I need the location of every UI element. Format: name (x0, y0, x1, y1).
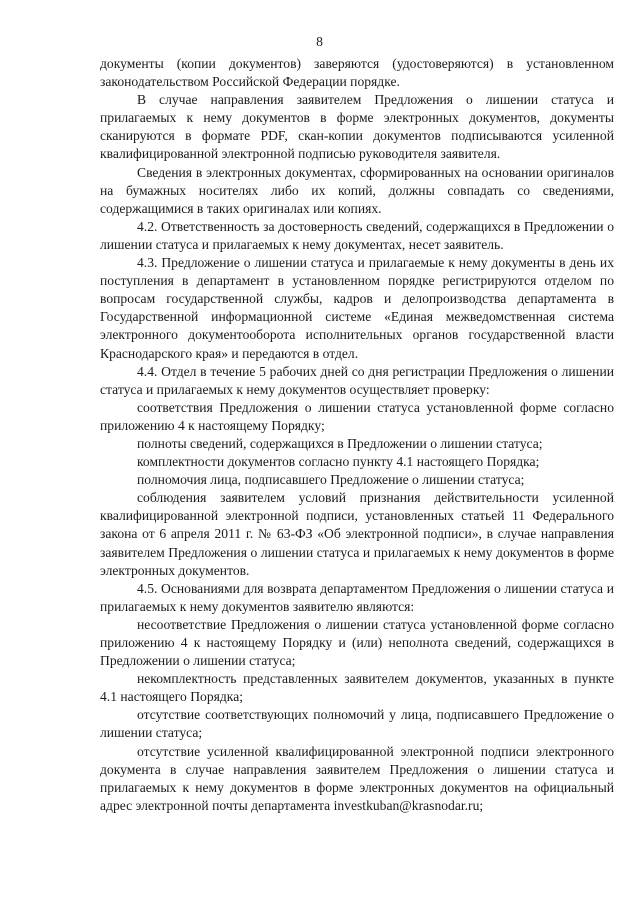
document-body (100, 55, 614, 815)
check-item: соблюдения заявителем условий признания действительности усиленной квалифицированной электронной подписи, установленных статьей 11 Федерального закона от 6 апреля 2011 г. № 63-ФЗ «Об электронной подписи», в случае направления заявителем Предложения о лишении статуса и прилагаемых к нему документов в форме электронных документов. (100, 490, 614, 578)
check-item: полномочия лица, подписавшего Предложение о лишении статуса; (137, 472, 525, 488)
paragraph-4-3: 4.3. Предложение о лишении статуса и прилагаемые к нему документы в день их поступления в департамент в установленном порядке регистрируются отделом по вопросам государственной службы, кадров и делопроизводства департамента в Государственной информационной системе «Единая межведомственная система электронного документооборота исполнительных органов государственной власти Краснодарского края» и передаются в отдел. (100, 255, 614, 361)
paragraph-4-2: 4.2. Ответственность за достоверность сведений, содержащихся в Предложении о лишении статуса и прилагаемых к нему документах, несет заявитель. (100, 218, 614, 252)
check-item: соответствия Предложения о лишении статуса установленной форме согласно приложению 4 к настоящему Порядку; (100, 399, 614, 433)
check-item: полноты сведений, содержащихся в Предложении о лишении статуса; (137, 435, 543, 451)
return-reason-item: отсутствие усиленной квалифицированной электронной подписи электронного документа в случае направления заявителем Предложения о лишении статуса и прилагаемых к нему документов в форме электронных документов на официальный адрес электронной почты департамента investkuban@krasnodar.ru; (100, 743, 614, 813)
return-reason-item: отсутствие соответствующих полномочий у лица, подписавшего Предложение о лишении статуса; (100, 707, 614, 741)
paragraph: Сведения в электронных документах, сформированных на основании оригиналов на бумажных носителях либо их копий, должны совпадать со сведениями, содержащимися в таких оригиналах или копиях. (100, 164, 614, 216)
paragraph-4-5: 4.5. Основаниями для возврата департаментом Предложения о лишении статуса и прилагаемых к нему документов заявителю являются: (100, 580, 614, 614)
return-reason-item: некомплектность представленных заявителем документов, указанных в пункте 4.1 настоящего Порядка; (100, 671, 614, 705)
paragraph: документы (копии документов) заверяются (удостоверяются) в установленном законодательством Российской Федерации порядке. (100, 56, 614, 90)
page-number: 8 (316, 34, 323, 49)
return-reason-item: несоответствие Предложения о лишении статуса установленной форме согласно приложению 4 к настоящему Порядку и (или) неполнота сведений, содержащихся в Предложении о лишении статуса; (100, 616, 614, 669)
check-item: комплектности документов согласно пункту 4.1 настоящего Порядка; (137, 454, 540, 470)
paragraph: В случае направления заявителем Предложения о лишении статуса и прилагаемых к нему документов в форме электронных документов, документы сканируются в формате PDF, скан-копии документов подписываются усиленной квалифицированной электронной подписью руководителя заявителя. (100, 92, 614, 162)
paragraph-4-4: 4.4. Отдел в течение 5 рабочих дней со дня регистрации Предложения о лишении статуса и прилагаемых к нему документов осуществляет проверку: (100, 363, 614, 397)
